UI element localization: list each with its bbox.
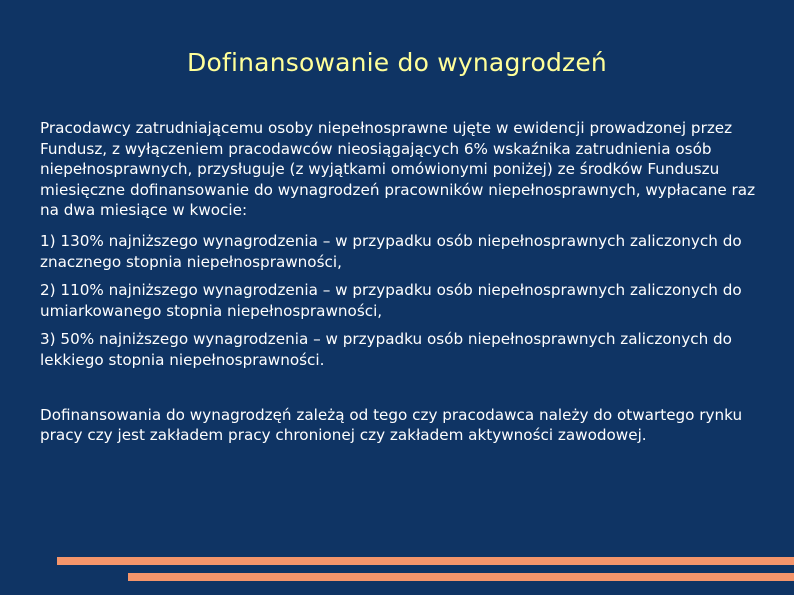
closing-paragraph: Dofinansowania do wynagrodzęń zależą od tego czy pracodawca należy do otwartego rynku pracy czy jest zakładem pracy chronionej czy zakładem aktywności zawodowej. [40,405,743,445]
list-item: 3) 50% najniższego wynagrodzenia – w przypadku osób niepełnosprawnych zaliczonych do lekkiego stopnia niepełnosprawności. [40,330,732,369]
intro-paragraph: Pracodawcy zatrudniającemu osoby niepełnosprawne ujęte w ewidencji prowadzonej przez Fundusz, z wyłączeniem pracodawców nieosiągających 6% wskaźnika zatrudnienia osób niepełnosprawnych, przysługuje (z wyjątkami omówionymi poniżej) ze środków Funduszu miesięczne dofinansowanie do wynagrodzeń pracowników niepełnosprawnych, wypłacane raz na dwa miesiące w kwocie: [40,119,756,220]
list-item: 1) 130% najniższego wynagrodzenia – w przypadku osób niepełnosprawnych zaliczonych do znacznego stopnia niepełnosprawności, [40,231,742,271]
accent-bar-top [57,557,794,565]
accent-bar-bottom [128,573,794,581]
slide-body [40,118,765,446]
list-item: 2) 110% najniższego wynagrodzenia – w przypadku osób niepełnosprawnych zaliczonych do umiarkowanego stopnia niepełnosprawności, [40,281,742,320]
slide-title: Dofinansowanie do wynagrodzeń [187,48,607,77]
